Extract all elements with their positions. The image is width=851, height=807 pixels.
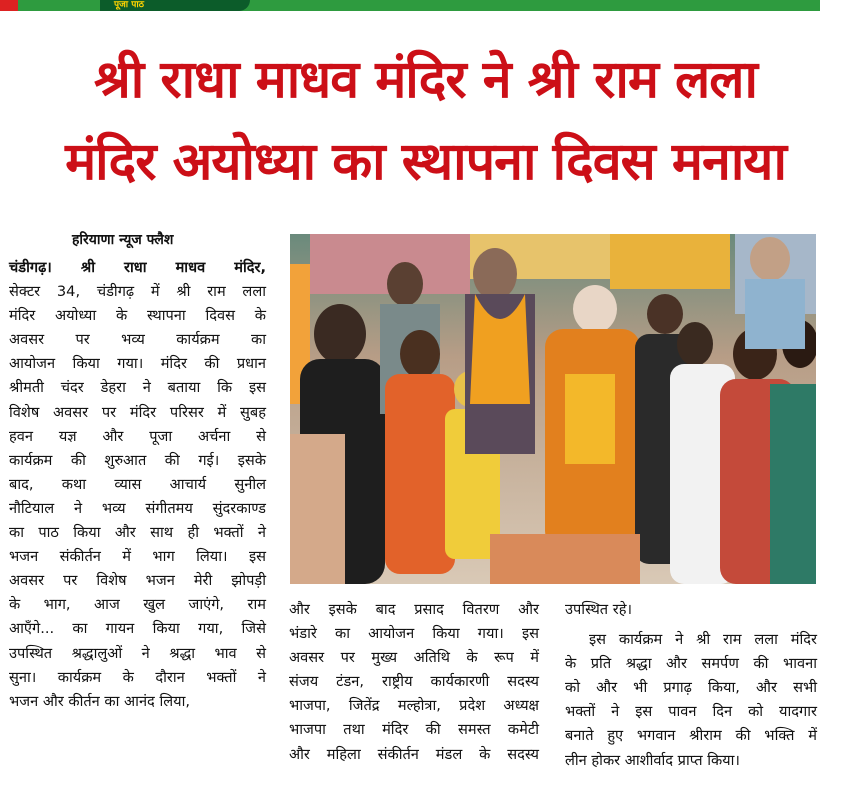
col3-line: इस कार्यक्रम ने श्री राम लला मंदिर bbox=[589, 631, 817, 649]
col1-line: भजन और कीर्तन का आनंद लिया, bbox=[9, 692, 190, 710]
col1-line: भजन संकीर्तन में भाग लिया। इस bbox=[9, 548, 266, 566]
col1-line: श्रीमती चंदर डेहरा ने बताया कि इस bbox=[9, 379, 266, 397]
col1-line: आएँगे... का गायन किया गया, जिसे bbox=[9, 620, 266, 638]
byline: हरियाणा न्यूज फ्लैश bbox=[72, 232, 174, 248]
col1-line: नौटियाल ने भव्य संगीतमय सुंदरकाण्ड bbox=[9, 499, 266, 517]
col1-line: अवसर पर विशेष भजन मेरी झोपड़ी bbox=[9, 572, 266, 590]
article-column-1 bbox=[9, 256, 266, 714]
section-tab: पूजा पाठ bbox=[100, 0, 250, 11]
col2-line: भंडारे का आयोजन किया गया। इस bbox=[289, 625, 539, 643]
col3-line: लीन होकर आशीर्वाद प्राप्त किया। bbox=[565, 751, 740, 769]
col1-line: आयोजन किया गया। मंदिर की प्रधान bbox=[9, 355, 266, 373]
event-photo bbox=[290, 234, 816, 584]
article-headline bbox=[0, 38, 851, 202]
col2-line: भाजपा, जितेंद्र मल्होत्रा, प्रदेश अध्यक्ष bbox=[289, 697, 539, 715]
col3-line: को और भी प्रगाढ़ किया, और सभी bbox=[565, 679, 817, 697]
col1-line: के भाग, आज खुल जाएंगे, राम bbox=[9, 596, 266, 614]
col3-line: भक्तों ने इस पावन दिन को यादगार bbox=[565, 703, 817, 721]
col2-line: भाजपा तथा मंदिर की समस्त कमेटी bbox=[289, 721, 539, 739]
col2-line: और महिला संकीर्तन मंडल के सदस्य bbox=[289, 745, 539, 763]
col2-line: और इसके बाद प्रसाद वितरण और bbox=[289, 601, 539, 618]
col1-line: उपस्थित श्रद्धालुओं ने श्रद्धा भाव से bbox=[9, 644, 266, 662]
header-strip bbox=[0, 0, 851, 12]
headline-line-1: श्री राधा माधव मंदिर ने श्री राम लला bbox=[93, 50, 758, 110]
col1-line: हवन यज्ञ और पूजा अर्चना से bbox=[9, 427, 266, 445]
col3-line: उपस्थित रहे। bbox=[565, 601, 632, 618]
col3-line: के प्रति श्रद्धा और समर्पण की भावना bbox=[565, 655, 817, 673]
col2-line: संजय टंडन, राष्ट्रीय कार्यकारणी सदस्य bbox=[289, 673, 539, 691]
col1-line: मंदिर अयोध्या के स्थापना दिवस के bbox=[9, 307, 266, 325]
col1-line: विशेष अवसर पर मंदिर परिसर में सुबह bbox=[9, 403, 266, 421]
col1-line: सेक्टर 34, चंडीगढ़ में श्री राम लला bbox=[9, 283, 266, 301]
col3-line: बनाते हुए भगवान श्रीराम की भक्ति में bbox=[565, 727, 817, 745]
article-column-3 bbox=[565, 598, 817, 773]
col1-line: चंडीगढ़। श्री राधा माधव मंदिर, bbox=[9, 259, 266, 276]
header-red-mark bbox=[0, 0, 18, 11]
col1-line: अवसर पर भव्य कार्यक्रम का bbox=[9, 331, 266, 349]
col1-line: कार्यक्रम की शुरुआत की गई। इसके bbox=[9, 451, 266, 469]
col1-line: का पाठ किया और साथ ही भक्तों ने bbox=[9, 524, 266, 542]
col1-line: बाद, कथा व्यास आचार्य सुनील bbox=[9, 475, 266, 493]
event-photo-illustration bbox=[290, 234, 816, 584]
col1-line: सुना। कार्यक्रम के दौरान भक्तों ने bbox=[9, 668, 266, 686]
col2-line: अवसर पर मुख्य अतिथि के रूप में bbox=[289, 649, 539, 667]
headline-line-2: मंदिर अयोध्या का स्थापना दिवस मनाया bbox=[65, 132, 786, 192]
article-column-2 bbox=[289, 598, 539, 767]
